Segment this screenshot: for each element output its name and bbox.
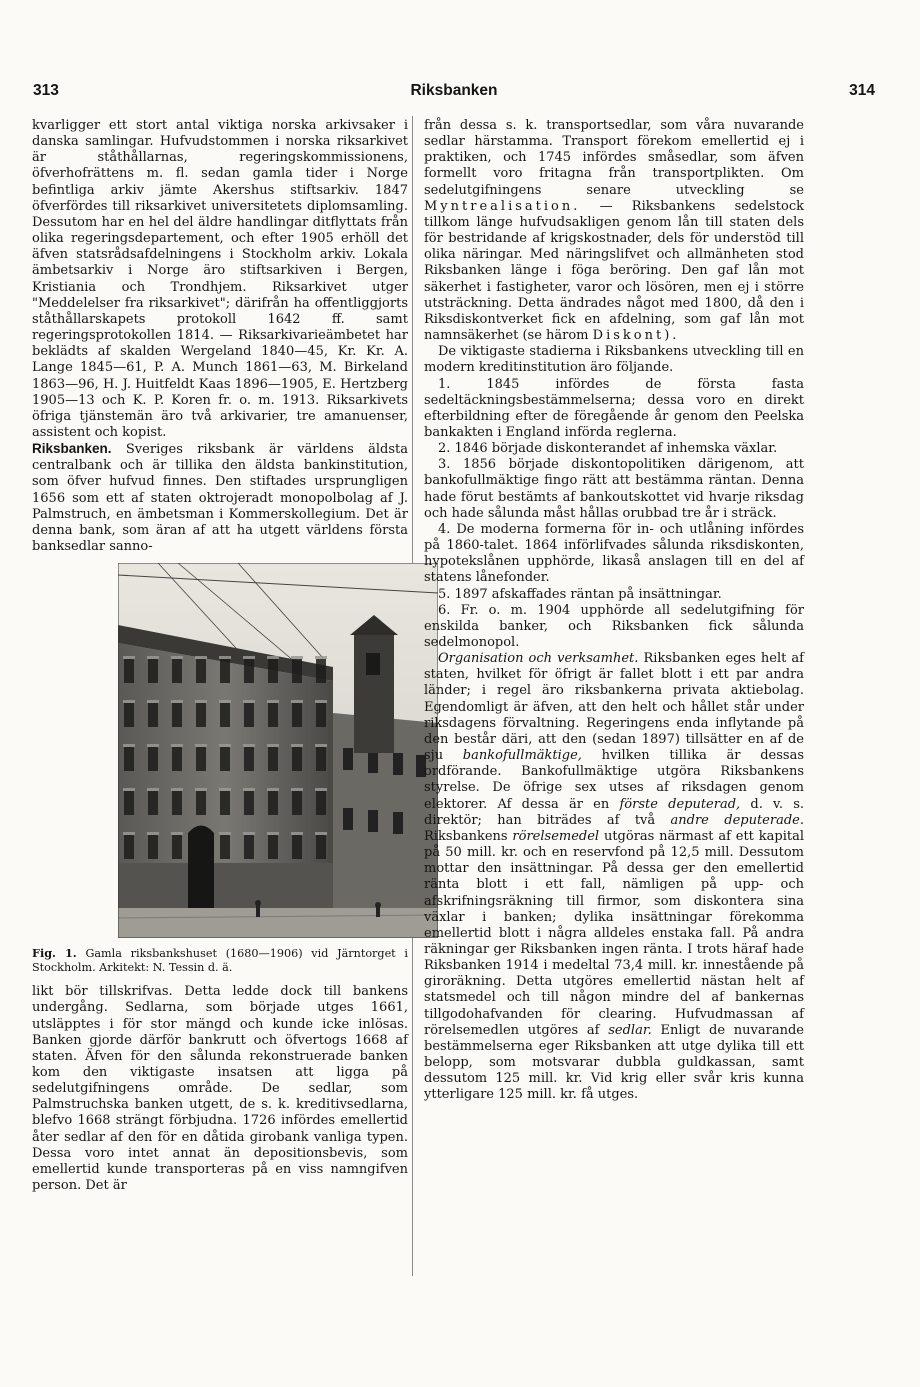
italic-term: förste deputerad,: [619, 796, 741, 812]
figure-label: Fig. 1.: [32, 946, 77, 961]
paragraph: kvarligger ett stort antal viktiga norska arkivsaker i danska samlingar. Hufvudstommen i norska riksarkivet är ståthållarnas, regeringskommissionens, öfverhofrättens m. fl. sedan gamla tider i Norge befintliga arkiv jämte Akershus stiftsarkiv. 1847 öfverfördes till riksarkivet universitetets diplomsamling. Dessutom har en hel del äldre handlingar ditflyttats från olika regeringsdepartement, och efter 1905 erhöll det äfven statsrådsafdelningens i Stockholm arkiv. Lokala ämbetsarkiv i Norge äro stiftsarkiven i Bergen, Kristiania och Trondhjem. Riksarkivet utger "Meddelelser fra riksarkivet"; därifrån ha offentliggjorts ståthållarskapets protokoll 1642 ff. samt regeringsprotokollen 1814. — Riksarkivarieämbetet har beklädts af skalden Wergeland 1840—45, Kr. Kr. A. Lange 1845—61, P. A. Munch 1861—63, M. Birkeland 1863—96, H. J. Huitfeldt Kaas 1896—1905, E. Hertzberg 1905—13 och K. P. Koren fr. o. m. 1913. Riksarkivets öfriga tjänstemän äro två arkivarier, tre amanuenser, assistent och kopist.: [32, 118, 408, 440]
section-heading: Organisation och verksamhet.: [438, 651, 639, 667]
cross-reference: Myntrealisation.: [424, 198, 581, 214]
italic-term: andre deputerade.: [670, 812, 804, 828]
italic-term: sedlar.: [608, 1022, 652, 1038]
text-run: utgöras närmast af ett kapital på 50 mill. kr. och en reservfond på 12,5 mill. Dessutom mottar den insättningar. På dessa ger den emellertid ränta blott i ett fall, nämligen på upp- och afskrifningsräkning till firmor, som diskontera sina växlar i banken; dylika insättningar förekomma emellertid blott i några alldeles enstaka fall. På andra räkningar ger Riksbanken ingen ränta. I trots häraf hade Riksbanken 1914 i medeltal 73,4 mill. kr. innestående på giroräkning. Detta utgöres emellertid nästan helt af statsmedel och till någon mindre del af bankernas tillgodohafvanden för clearing. Hufvudmassan af rörelsemedlen utgöres af: [424, 828, 804, 1038]
page-number-right: 314: [849, 82, 875, 99]
building-photo: [118, 563, 438, 938]
text-run: Riksbankens: [424, 828, 508, 844]
paragraph: De viktigaste stadierna i Riksbankens utveckling till en modern kreditinstitution äro följande.: [424, 344, 804, 376]
list-item: 6. Fr. o. m. 1904 upphörde all sedelutgifning för enskilda banker, och Riksbanken fick sålunda sedelmonopol.: [424, 602, 804, 650]
text-run: d. v. s. direktör; han biträdes af två: [424, 796, 804, 828]
paragraph: [424, 118, 804, 344]
left-column: [32, 118, 408, 1194]
entry-text: Sveriges riksbank är världens äldsta centralbank och är tillika den äldsta bankinstitution, som öfver hufvud finnes. Den stiftades ursprungligen 1656 som ett af staten oktrojeradt monopolbolag af J. Palmstruch, en ämbetsman i Kommerskollegium. Det är denna bank, som äran af att ha utgett världens första banksedlar sanno-: [32, 442, 408, 555]
list-item: 2. 1846 började diskonterandet af inhemska växlar.: [438, 441, 778, 457]
figure-caption-text: Gamla riksbankshuset (1680—1906) vid Järntorget i Stockholm. Arkitekt: N. Tessin d. ä.: [32, 947, 409, 974]
list-item: 1. 1845 infördes de första fasta sedeltäckningsbestämmelserna; dessa voro en direkt efterbildning efter de föregående år genom den Peelska bankakten i England införda reglerna.: [424, 376, 804, 440]
paragraph: likt bör tillskrifvas. Detta ledde dock till bankens undergång. Sedlarna, som började utges 1661, utsläpptes i för stor mängd och kunde icke inlösas. Banken gjorde därför bankrutt och öfvertogs 1668 af staten. Äfven för den sålunda rekonstruerade banken kom den viktigaste insatsen att ligga på sedelutgifningens område. De sedlar, som Palmstruchska banken utgett, de s. k. kreditivsedlarna, blefvo 1668 strängt förbjudna. 1726 infördes emellertid åter sedlar af den för en dåtida girobank vanliga typen. Dessa voro intet annat än depositionsbevis, som emellertid kunde transporteras på en viss namngifven person. Det är: [32, 984, 408, 1194]
running-title: Riksbanken: [410, 82, 498, 99]
list-item: 3. 1856 började diskontopolitiken därigenom, att bankofullmäktige fingo rätt att bestämma räntan. Denna hade förut bestämts af bankoutskottet vid hvarje riksdag och hade sålunda måst hållas orubbad tre år i sträck.: [424, 457, 804, 521]
headword: Riksbanken.: [32, 441, 112, 457]
paragraph: [424, 651, 804, 1103]
italic-term: rörelsemedel: [512, 828, 600, 844]
text-run: Riksbanken eges helt af staten, hvilket för öfrigt är fallet blott i ett par andra länder; i regel äro riksbankerna privata aktiebolag. Egendomligt är äfven, att den helt och hållet står under riksdagens förvaltning. Regeringens enda inflytande på den består däri, att den (sedan 1897) tillsätter en af de sju: [424, 651, 804, 764]
figure: [32, 563, 408, 943]
italic-term: bankofullmäktige,: [462, 748, 582, 764]
list-item: 5. 1897 afskaffades räntan på insättningar.: [438, 586, 722, 602]
text-run: från dessa s. k. transportsedlar, som våra nuvarande sedlar härstamma. Transport förekom emellertid ej i praktiken, och 1745 infördes småsedlar, som äfven formellt voro fritagna från transportplikten. Om sedelutgifningens senare utveckling se: [424, 118, 804, 198]
cross-reference: Diskont).: [592, 328, 680, 344]
text-run: hvilken tillika är dessas ordförande. Bankofullmäktige utgöra Riksbankens styrelse. De öfrige sex utses af riksdagen genom elektorer. Af dessa är en: [424, 748, 804, 812]
entry-riksbanken: [32, 441, 408, 555]
page-header: [33, 82, 875, 104]
right-column: [424, 118, 804, 1104]
figure-caption: [32, 947, 408, 974]
page-number-left: 313: [33, 82, 59, 99]
text-run: Enligt de nuvarande bestämmelserna eger Riksbanken att utge dylika till ett belopp, som motsvarar dubbla guldkassan, samt dessutom 125 mill. kr. Vid krig eller svår kris kunna ytterligare 125 mill. kr. få utges.: [424, 1022, 804, 1103]
list-item: 4. De moderna formerna för in- och utlåning infördes på 1860-talet. 1864 införlifvades sålunda riksdiskonten, hypotekslånen upphörde, likaså anslagen till en del af statens lånefonder.: [424, 521, 804, 586]
text-run: — Riksbankens sedelstock tillkom länge hufvudsakligen genom lån till staten dels för bestridande af krigskostnader, dels för understöd till olika näringar. Med näringslifvet och allmänheten stod Riksbanken länge i föga beröring. Den gaf lån mot säkerhet i fastigheter, varor och lösören, men ej i större utsträckning. Detta ändrades något med 1800, då den i Riksdiskontverket fick en afdelning, som gaf lån mot namnsäkerhet (se härom: [424, 198, 804, 344]
